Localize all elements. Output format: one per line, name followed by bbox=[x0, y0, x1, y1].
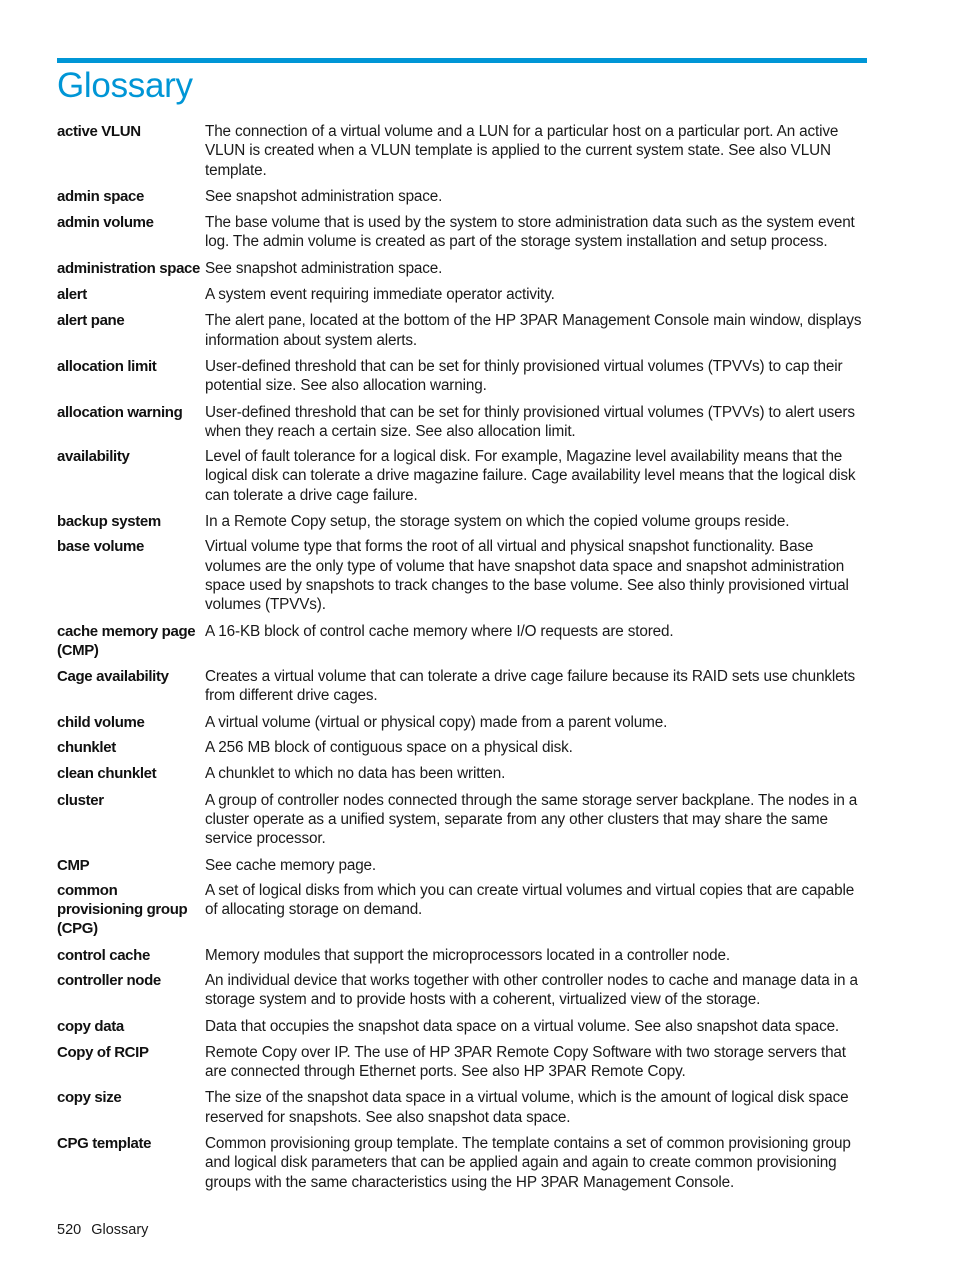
glossary-term: allocation warning bbox=[57, 403, 183, 421]
glossary-entry bbox=[57, 537, 869, 614]
glossary-definition: A set of logical disks from which you can create virtual volumes and virtual copies that are capable of allocating storage on demand. bbox=[205, 881, 855, 919]
glossary-definition: A chunklet to which no data has been written. bbox=[205, 765, 506, 783]
glossary-entry bbox=[57, 285, 869, 304]
glossary-definition: Creates a virtual volume that can tolerate a drive cage failure because its RAID sets use chunklets from different drive cages. bbox=[205, 668, 856, 705]
glossary-term: Copy of RCIP bbox=[57, 1043, 149, 1061]
glossary-entry bbox=[57, 403, 869, 442]
page-title: Glossary bbox=[57, 66, 193, 105]
glossary-entry bbox=[57, 971, 869, 1010]
glossary-entry bbox=[57, 764, 869, 783]
glossary-term: clean chunklet bbox=[57, 765, 157, 783]
glossary-term: copy data bbox=[57, 1017, 124, 1035]
glossary-term: alert bbox=[57, 286, 87, 304]
glossary-definition: User-defined threshold that can be set for thinly provisioned virtual volumes (TPVVs) to cap their potential size. See also allocation warning. bbox=[205, 357, 843, 395]
glossary-entry bbox=[57, 447, 869, 505]
glossary-definition: An individual device that works together with other controller nodes to cache and manage data in a storage system and to provide hosts with a coherent, virtualized view of the storage. bbox=[205, 971, 858, 1009]
glossary-entry bbox=[57, 213, 869, 252]
glossary-list bbox=[57, 122, 869, 1192]
glossary-term: admin volume bbox=[57, 214, 154, 232]
glossary-term: admin space bbox=[57, 187, 145, 205]
glossary-definition: Data that occupies the snapshot data space on a virtual volume. See also snapshot data space. bbox=[205, 1017, 840, 1035]
page-footer bbox=[57, 1222, 148, 1238]
glossary-term: CMP bbox=[57, 856, 90, 874]
glossary-definition: See cache memory page. bbox=[205, 856, 377, 874]
glossary-entry bbox=[57, 738, 869, 757]
glossary-definition: Level of fault tolerance for a logical disk. For example, Magazine level availability means that the logical disk can tolerate a drive magazine failure. Cage availability level means that the logical disk can tolerate a drive cage failure. bbox=[205, 448, 856, 504]
glossary-entry bbox=[57, 1134, 869, 1192]
glossary-entry bbox=[57, 791, 869, 849]
glossary-term: allocation limit bbox=[57, 357, 157, 375]
page-number: 520 bbox=[57, 1222, 82, 1238]
glossary-term: active VLUN bbox=[57, 123, 141, 140]
glossary-entry bbox=[57, 187, 869, 206]
glossary-definition: In a Remote Copy setup, the storage system on which the copied volume groups reside. bbox=[205, 513, 790, 531]
glossary-entry bbox=[57, 946, 869, 965]
glossary-entry bbox=[57, 1088, 869, 1127]
glossary-definition: A virtual volume (virtual or physical copy) made from a parent volume. bbox=[205, 713, 668, 731]
glossary-definition: A 256 MB block of contiguous space on a physical disk. bbox=[205, 739, 573, 757]
glossary-definition: The connection of a virtual volume and a LUN for a particular host on a particular port. An active VLUN is created when a VLUN template is applied to the current system state. See also VLUN template. bbox=[205, 123, 839, 179]
glossary-definition: A 16-KB block of control cache memory where I/O requests are stored. bbox=[205, 622, 674, 640]
glossary-entry bbox=[57, 713, 869, 732]
glossary-entry bbox=[57, 512, 869, 531]
glossary-entry bbox=[57, 311, 869, 350]
glossary-term: CPG template bbox=[57, 1135, 152, 1153]
glossary-term: cluster bbox=[57, 791, 104, 809]
glossary-entry bbox=[57, 856, 869, 875]
glossary-term: copy size bbox=[57, 1089, 122, 1107]
glossary-term: availability bbox=[57, 448, 130, 466]
glossary-entry bbox=[57, 881, 869, 939]
glossary-definition: A system event requiring immediate operator activity. bbox=[205, 286, 555, 304]
glossary-entry bbox=[57, 259, 869, 278]
glossary-term: cache memory page (CMP) bbox=[57, 622, 196, 659]
glossary-definition: See snapshot administration space. bbox=[205, 259, 443, 277]
glossary-term: child volume bbox=[57, 713, 145, 731]
glossary-definition: User-defined threshold that can be set for thinly provisioned virtual volumes (TPVVs) to alert users when they reach a certain size. See also allocation limit. bbox=[205, 403, 855, 440]
glossary-term: backup system bbox=[57, 513, 161, 531]
glossary-entry bbox=[57, 622, 869, 661]
glossary-term: chunklet bbox=[57, 739, 116, 757]
glossary-definition: The size of the snapshot data space in a virtual volume, which is the amount of logical disk space reserved for snapshots. See also snapshot data space. bbox=[205, 1089, 849, 1126]
footer-section: Glossary bbox=[91, 1222, 149, 1238]
glossary-definition: Remote Copy over IP. The use of HP 3PAR Remote Copy Software with two storage servers that are connected through Ethernet ports. See also HP 3PAR Remote Copy. bbox=[205, 1043, 846, 1081]
glossary-term: controller node bbox=[57, 971, 161, 989]
glossary-entry bbox=[57, 667, 869, 706]
glossary-entry bbox=[57, 122, 869, 180]
glossary-term: Cage availability bbox=[57, 668, 169, 686]
glossary-definition: Virtual volume type that forms the root of all virtual and physical snapshot functionality. Base volumes are the only type of volume that have snapshot data space and snapshot administration space used by snapshots to track changes to the base volume. See also thinly provisioned virtual volumes (TPVVs). bbox=[205, 538, 849, 614]
glossary-term: alert pane bbox=[57, 312, 125, 330]
glossary-definition: A group of controller nodes connected through the same storage server backplane. The nodes in a cluster operate as a unified system, separate from any other clusters that may share the same service processor. bbox=[205, 791, 858, 848]
glossary-definition: The alert pane, located at the bottom of the HP 3PAR Management Console main window, displays information about system alerts. bbox=[205, 312, 862, 349]
glossary-term: administration space bbox=[57, 259, 201, 277]
glossary-entry bbox=[57, 1017, 869, 1036]
glossary-definition: The base volume that is used by the system to store administration data such as the system event log. The admin volume is created as part of the storage system installation and setup process. bbox=[205, 214, 855, 251]
glossary-definition: Common provisioning group template. The template contains a set of common provisioning group and logical disk parameters that can be applied again and again to create common provisioning groups with the same characteristics using the HP 3PAR Management Console. bbox=[205, 1135, 851, 1191]
glossary-entry bbox=[57, 1043, 869, 1082]
glossary-definition: See snapshot administration space. bbox=[205, 187, 443, 205]
glossary-term: control cache bbox=[57, 946, 150, 964]
title-rule bbox=[57, 58, 867, 63]
glossary-entry bbox=[57, 357, 869, 396]
glossary-term: common provisioning group (CPG) bbox=[57, 881, 188, 938]
glossary-term: base volume bbox=[57, 538, 145, 556]
glossary-definition: Memory modules that support the microprocessors located in a controller node. bbox=[205, 946, 730, 964]
